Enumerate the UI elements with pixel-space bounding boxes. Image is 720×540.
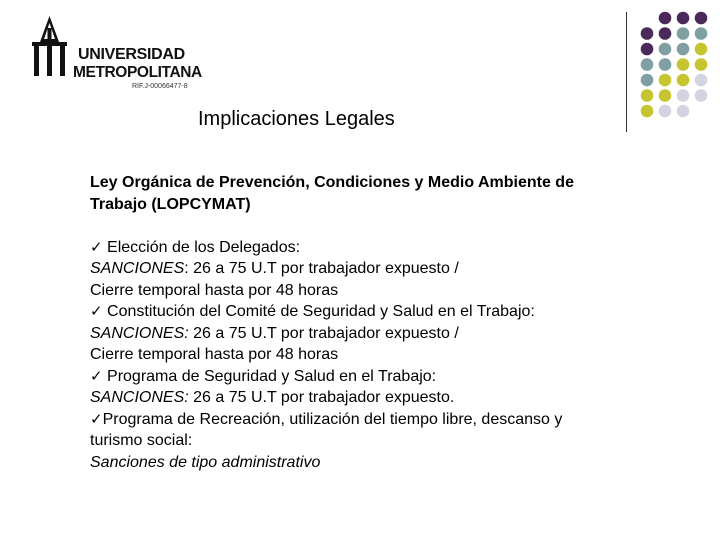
decorative-dot (677, 12, 690, 25)
law-heading-line2: Trabajo (LOPCYMAT) (90, 195, 251, 213)
decorative-dot (695, 58, 708, 71)
sanction-line (90, 323, 690, 345)
sanction-extra: Cierre temporal hasta por 48 horas (90, 281, 339, 299)
law-heading-line1: Ley Orgánica de Prevención, Condiciones y Medio Ambiente de (90, 174, 574, 191)
item-label: Elección de los Delegados: (102, 238, 301, 256)
slide-body (90, 172, 690, 473)
decorative-dot (695, 43, 708, 56)
decorative-dot (641, 74, 654, 87)
decorative-dot (695, 27, 708, 40)
decorative-dot (677, 58, 690, 71)
item-label: Programa de Recreación, utilización del tiempo libre, descanso y (102, 410, 563, 428)
sanction-label: SANCIONES: (90, 324, 189, 342)
decorative-dot (641, 58, 654, 71)
check-mark-icon: ✓ (90, 302, 103, 320)
list-item (90, 301, 690, 323)
slide-title: Implicaciones Legales (198, 108, 395, 130)
decorative-dot (677, 74, 690, 87)
decorative-dot (659, 89, 672, 102)
sanction-extra: Cierre temporal hasta por 48 horas (90, 346, 339, 363)
decorative-dot (659, 43, 672, 56)
sanction-line (90, 387, 690, 409)
university-crest-icon (30, 14, 70, 84)
list-item (90, 409, 690, 431)
decorative-dot (659, 27, 672, 40)
decorative-dot (641, 105, 654, 118)
decorative-dot (695, 89, 708, 102)
decorative-dot (677, 105, 690, 118)
item-label-continued: turismo social: (90, 432, 193, 449)
decorative-dot (641, 43, 654, 56)
decorative-dot (641, 27, 654, 40)
law-heading (90, 172, 690, 215)
sanction-label: SANCIONES: (90, 389, 189, 406)
decorative-dot (695, 12, 708, 25)
decorative-dot (659, 58, 672, 71)
logo-name-line1: UNIVERSIDAD (78, 46, 185, 63)
decorative-dot (659, 12, 672, 25)
sanction-label: SANCIONES (90, 260, 185, 277)
decorative-dot (641, 89, 654, 102)
check-mark-icon: ✓ (90, 409, 103, 428)
decorative-dot (677, 27, 690, 40)
sanction-line (90, 258, 690, 280)
decorative-dot (677, 89, 690, 102)
decorative-dot (695, 74, 708, 87)
check-mark-icon: ✓ (90, 366, 103, 385)
header-divider (626, 12, 627, 132)
list-item (90, 237, 690, 259)
university-logo (30, 14, 210, 94)
decorative-dot (659, 74, 672, 87)
item-label: Programa de Seguridad y Salud en el Trabajo: (102, 367, 437, 385)
sanction-text: 26 a 75 U.T por trabajador expuesto / (188, 324, 459, 342)
logo-name-line2: METROPOLITANA (73, 64, 202, 81)
item-label: Constitución del Comité de Seguridad y Salud en el Trabajo: (102, 303, 535, 320)
list-item (90, 366, 690, 388)
sanction-text: : 26 a 75 U.T por trabajador expuesto / (184, 260, 459, 277)
check-mark-icon: ✓ (90, 237, 103, 256)
sanction-text: 26 a 75 U.T por trabajador expuesto. (188, 389, 455, 406)
decorative-dot (677, 43, 690, 56)
decorative-dot (659, 105, 672, 118)
sanction-note: Sanciones de tipo administrativo (90, 453, 321, 471)
decorative-dot-grid (639, 11, 714, 121)
logo-rif: RIF.J-00066477-8 (132, 83, 188, 90)
